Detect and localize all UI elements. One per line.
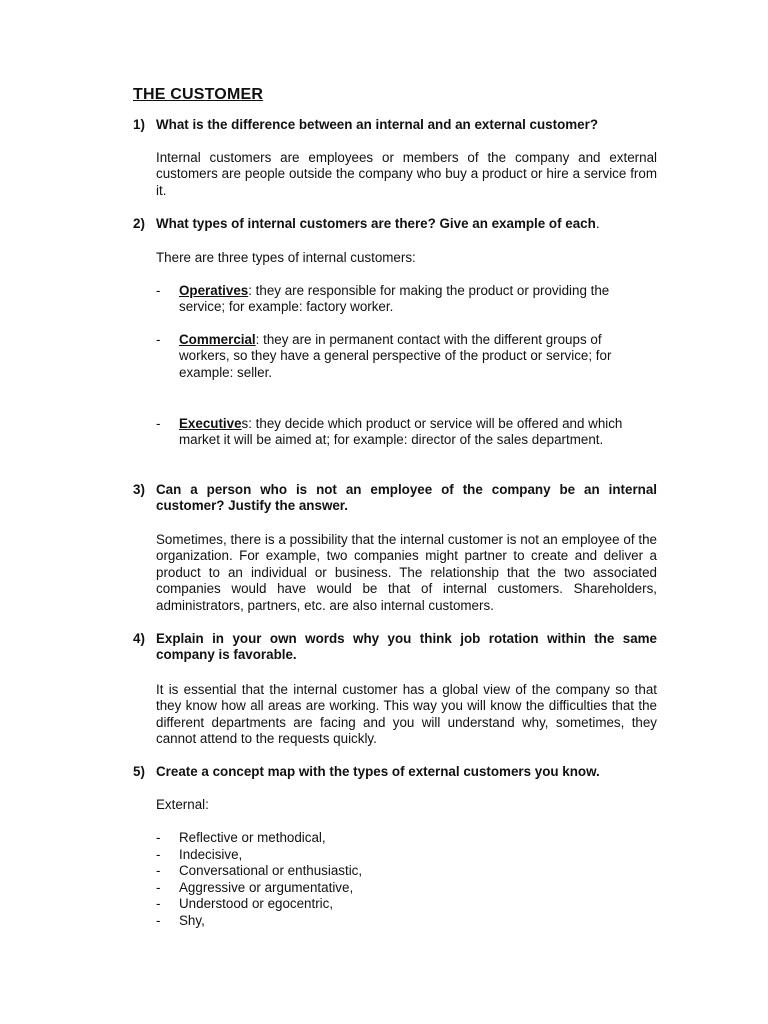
answer-4: It is essential that the internal customer has a global view of the company so that they know how all areas are working. This way you will know the difficulties that the different departments are facing and you will understand why, sometimes, they cannot attend to the requests quickly. [156,682,657,747]
list-item-text: Shy, [179,912,205,928]
question-number: 3) [133,482,145,497]
list-item [156,416,646,449]
bullet-term: Executive [179,416,242,431]
question-text: Create a concept map with the types of external customers you know. [156,764,600,779]
bullet-dash: - [156,416,161,431]
question-text [156,216,657,232]
answer-5-intro: External: [156,797,209,812]
list-item-text: Reflective or methodical, [179,830,326,845]
question-number: 4) [133,631,145,646]
bullet-dash: - [156,879,161,895]
list-item-text: Indecisive, [179,846,243,862]
question-text: What is the difference between an internal and an external customer? [156,117,598,132]
question-5 [133,764,657,780]
question-text-end: . [595,216,600,231]
bullet-term: Commercial [179,332,256,347]
bullet-description: : they are responsible for making the product or providing the service; for example: factory worker. [179,283,610,315]
bullet-dash: - [156,863,161,878]
bullet-description: : they decide which product or service will be offered and which market it will be aimed at; for example: director of the sales department. [179,416,623,448]
bullet-dash: - [156,283,161,298]
question-text: Can a person who is not an employee of the company be an internal customer? Justify the answer. [156,482,657,514]
question-number: 5) [133,764,145,779]
bullet-text [179,416,646,449]
list-item [156,332,646,381]
bullet-dash: - [156,332,161,347]
question-2 [133,216,657,232]
answer-2-intro: There are three types of internal customers: [156,250,416,265]
bullet-text [179,283,646,316]
list-item-text: Conversational or enthusiastic, [179,863,363,878]
list-item-text: Understood or egocentric, [179,896,334,911]
bullet-term-suffix: s [241,416,249,431]
bullet-dash: - [156,830,161,845]
question-text-main: What types of internal customers are there? Give an example of each [156,216,596,231]
document-title: THE CUSTOMER [133,86,264,103]
list-item-text: Aggressive or argumentative, [179,879,354,895]
bullet-text [179,332,646,381]
list-item [156,283,646,316]
bullet-dash: - [156,912,161,928]
bullet-term: Operatives [179,283,249,298]
question-3 [133,482,657,515]
bullet-description: : they are in permanent contact with the different groups of workers, so they have a general perspective of the product or service; for example: seller. [179,332,612,380]
answer-1: Internal customers are employees or members of the company and external customers are people outside the company who buy a product or hire a service from it. [156,150,657,198]
question-1 [133,117,657,133]
question-number: 2) [133,216,145,231]
question-4 [133,631,657,664]
question-number: 1) [133,117,145,132]
bullet-dash: - [156,846,161,862]
bullet-dash: - [156,896,161,911]
answer-3: Sometimes, there is a possibility that the internal customer is not an employee of the organization. For example, two companies might partner to create and deliver a product to an individual or business. The relationship that the two associated companies would have would be that of internal customers. Shareholders, administrators, partners, etc. are also internal customers. [156,532,657,613]
question-text: Explain in your own words why you think job rotation within the same company is favorable. [156,631,657,663]
